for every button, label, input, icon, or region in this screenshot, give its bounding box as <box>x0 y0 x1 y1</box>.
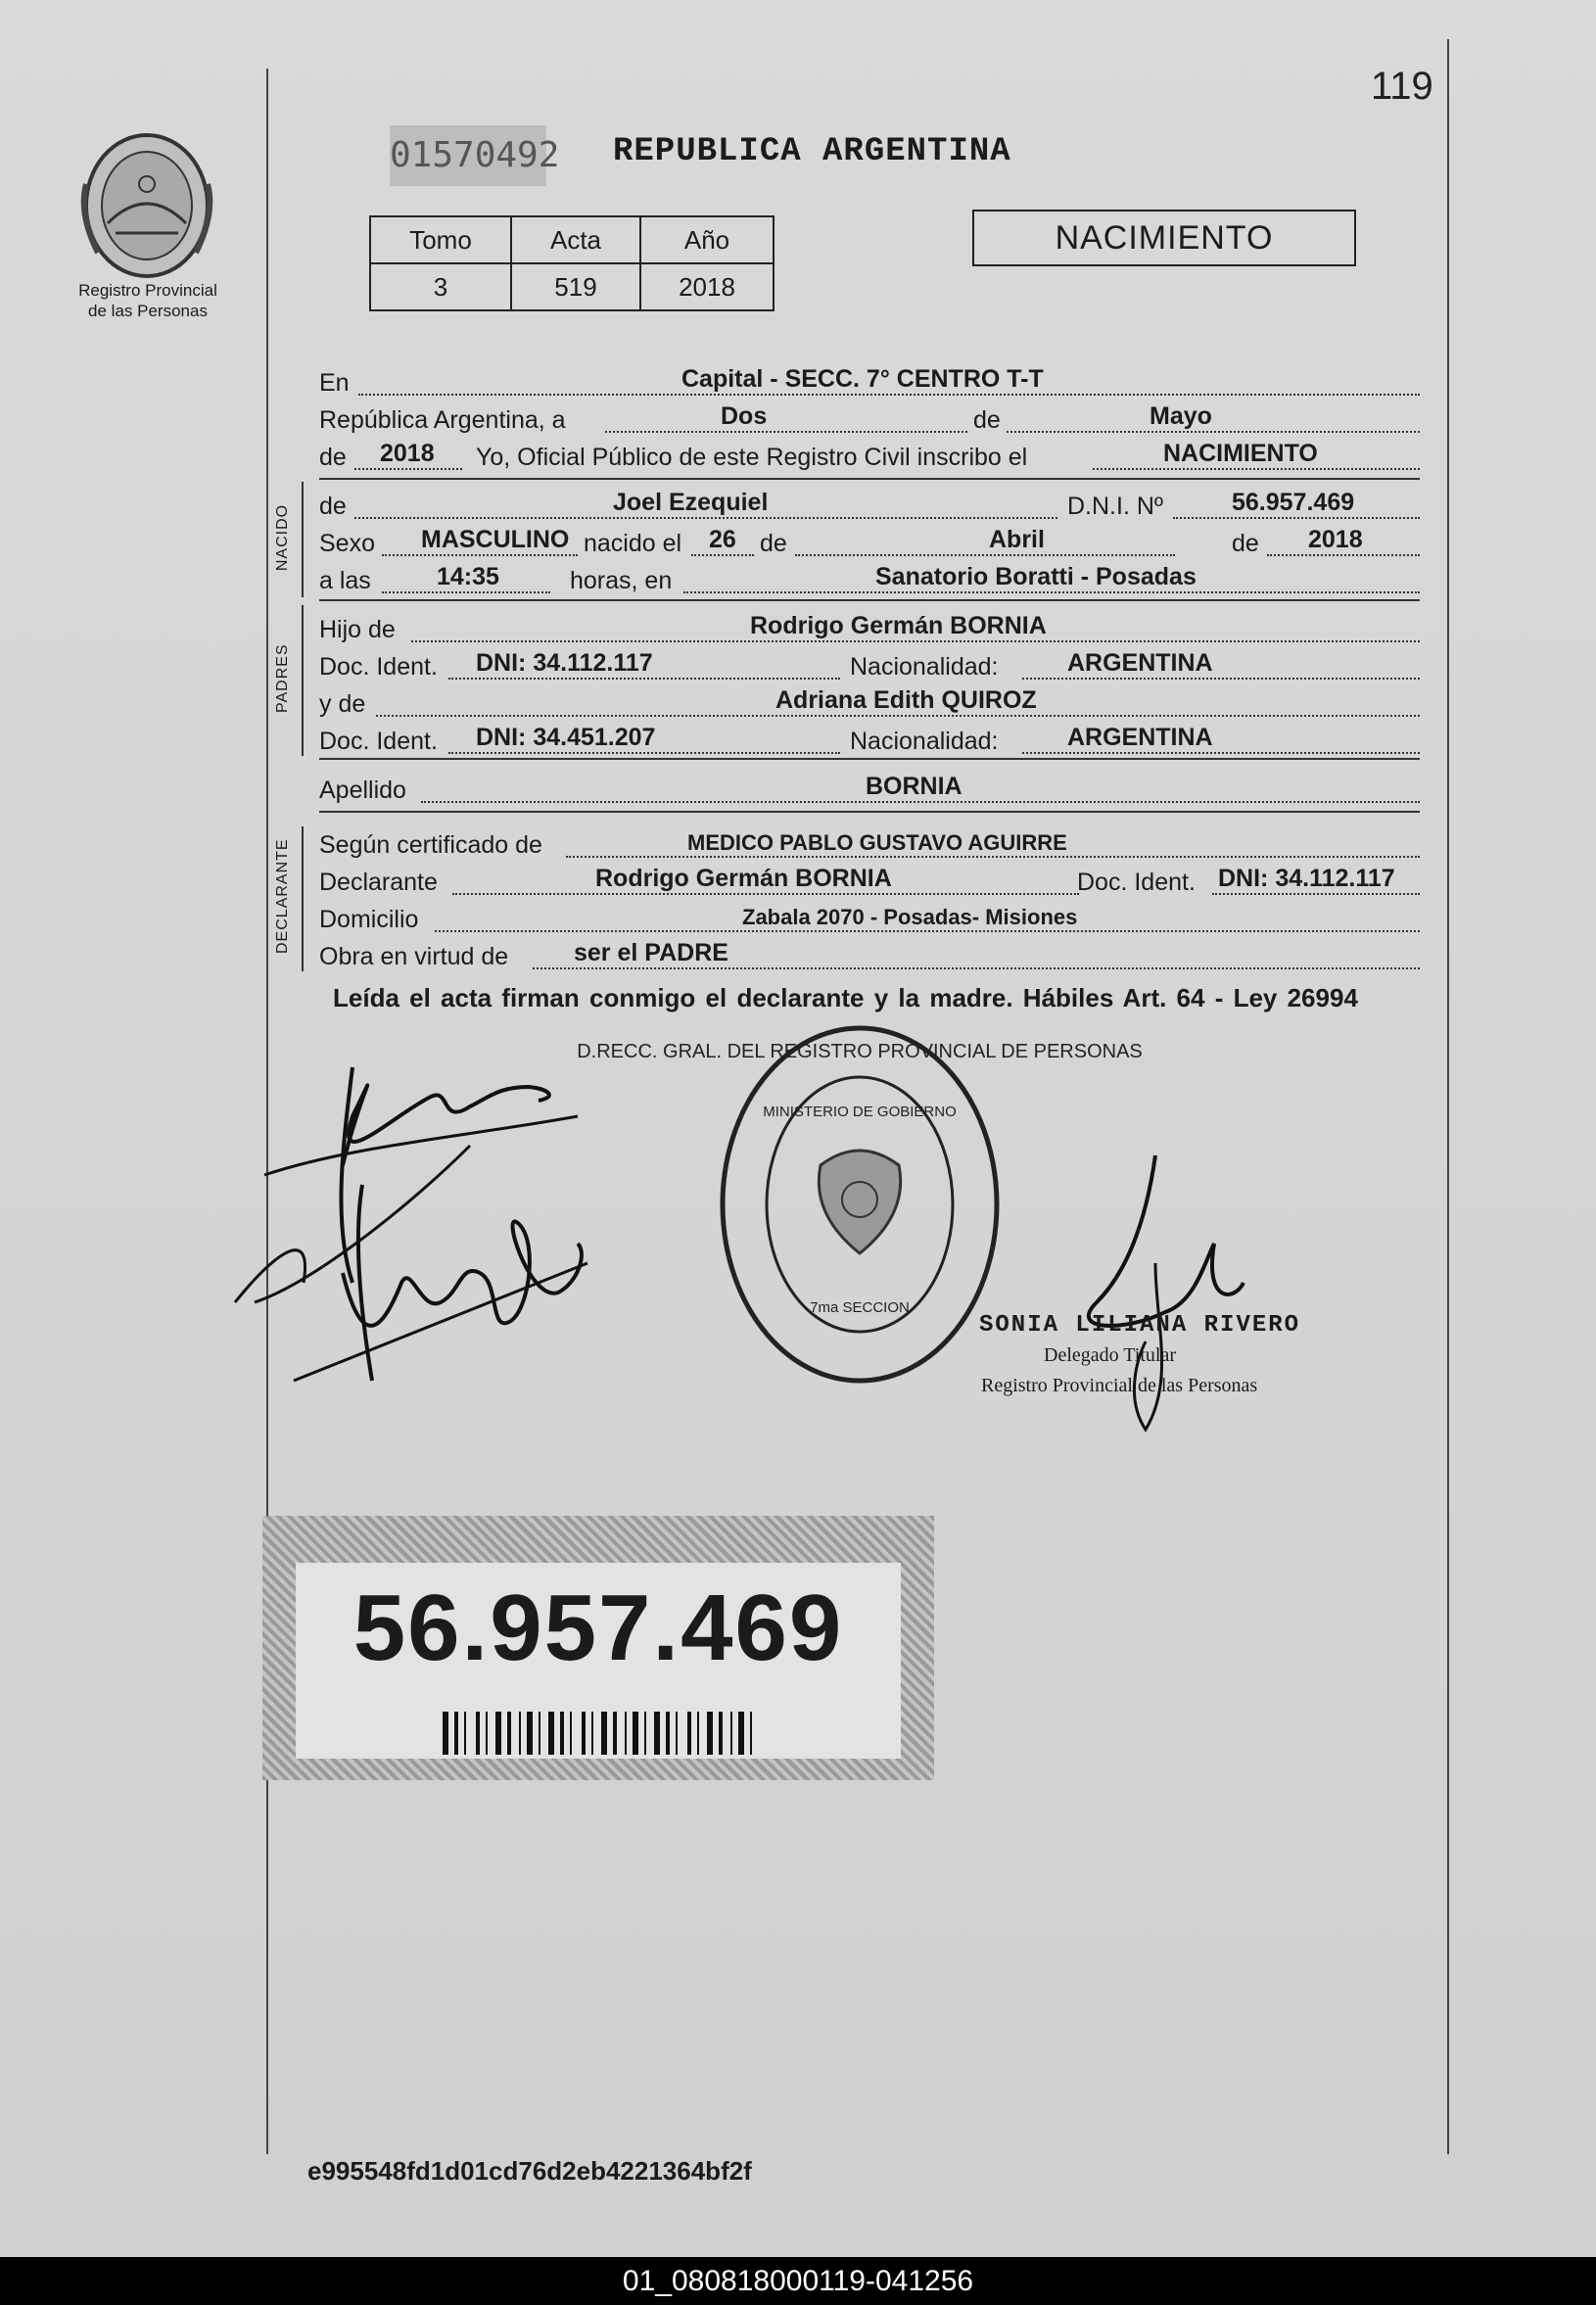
row-declarante <box>319 862 1420 899</box>
value-acta: 519 <box>511 263 640 310</box>
row-obra <box>319 936 1420 973</box>
value-nac-dia: 26 <box>709 526 736 553</box>
dni-label-inner <box>296 1563 901 1759</box>
nacido-bracket <box>302 482 313 597</box>
row-inscribo <box>319 437 1420 474</box>
value-sexo: MASCULINO <box>421 526 570 553</box>
separator <box>319 599 1420 601</box>
value-declarante: Rodrigo Germán BORNIA <box>595 865 892 892</box>
row-fecha <box>319 400 1420 437</box>
signer-org: Registro Provincial de las Personas <box>981 1375 1258 1396</box>
province-seal-logo <box>69 125 225 282</box>
record-type-box: NACIMIENTO <box>972 210 1356 266</box>
label-doc-ident2: Doc. Ident. <box>319 728 438 755</box>
row-sexo <box>319 523 1420 560</box>
row-en <box>319 362 1420 400</box>
value-nac-mes: Abril <box>989 526 1045 553</box>
section-nacido: NACIDO <box>274 503 291 572</box>
value-anio: 2018 <box>640 263 774 310</box>
value-lugar-nac: Sanatorio Boratti - Posadas <box>875 563 1197 590</box>
row-madre-doc <box>319 721 1420 758</box>
label-domicilio: Domicilio <box>319 906 419 933</box>
logo-caption-line2: de las Personas <box>88 302 208 320</box>
header-tomo: Tomo <box>370 216 511 263</box>
signer-title: Delegado Titular <box>1044 1344 1176 1366</box>
row-apellido <box>319 770 1420 807</box>
seal-inner-text: MINISTERIO DE GOBIERNO <box>763 1104 957 1120</box>
header-acta: Acta <box>511 216 640 263</box>
row-padre <box>319 609 1420 646</box>
value-hora: 14:35 <box>437 563 499 590</box>
value-domicilio: Zabala 2070 - Posadas- Misiones <box>742 905 1078 929</box>
value-dia: Dos <box>721 402 768 430</box>
row-padre-doc <box>319 646 1420 683</box>
barcode-icon <box>443 1712 756 1755</box>
separator <box>319 758 1420 760</box>
value-padre-doc: DNI: 34.112.117 <box>476 649 653 677</box>
value-nombre: Joel Ezequiel <box>613 489 769 516</box>
right-margin-line <box>1447 39 1449 2154</box>
value-certificado: MEDICO PABLO GUSTAVO AGUIRRE <box>687 830 1067 855</box>
value-lugar: Capital - SECC. 7° CENTRO T-T <box>681 365 1044 393</box>
row-hora <box>319 560 1420 597</box>
document-title: REPUBLICA ARGENTINA <box>613 133 1011 170</box>
label-obra: Obra en virtud de <box>319 943 509 970</box>
value-nac-anio: 2018 <box>1308 526 1363 553</box>
value-anio: 2018 <box>380 440 435 467</box>
dni-label-number: 56.957.469 <box>352 1576 844 1680</box>
declarante-bracket <box>302 826 313 971</box>
footer-id: 01_080818000119-041256 <box>0 2257 1596 2305</box>
record-table <box>369 215 775 311</box>
label-doc-ident: Doc. Ident. <box>319 653 438 681</box>
document-hash: e995548fd1d01cd76d2eb4221364bf2f <box>307 2156 752 2186</box>
value-madre-doc: DNI: 34.451.207 <box>476 724 656 751</box>
value-tipo: NACIMIENTO <box>1163 440 1318 467</box>
label-nacionalidad: Nacionalidad: <box>850 653 999 681</box>
signer-name: SONIA LILIANA RIVERO <box>979 1312 1301 1339</box>
padres-bracket <box>302 605 313 756</box>
logo-caption-line1: Registro Provincial <box>78 281 217 300</box>
label-hijo-de: Hijo de <box>319 616 396 643</box>
value-mes: Mayo <box>1150 402 1212 430</box>
serial-number: 01570492 <box>390 125 546 186</box>
label-de4: de <box>1232 530 1259 557</box>
label-nacido-el: nacido el <box>584 530 682 557</box>
value-padre-nac: ARGENTINA <box>1067 649 1213 677</box>
row-madre <box>319 683 1420 721</box>
label-nacionalidad2: Nacionalidad: <box>850 728 999 755</box>
value-obra: ser el PADRE <box>574 939 728 966</box>
value-madre-nac: ARGENTINA <box>1067 724 1213 751</box>
label-apellido: Apellido <box>319 776 406 804</box>
seal-bottom-text: 7ma SECCION <box>810 1299 910 1316</box>
value-dni: 56.957.469 <box>1232 489 1355 516</box>
dni-number-label <box>262 1516 934 1780</box>
separator <box>319 811 1420 813</box>
label-declarante: Declarante <box>319 869 438 896</box>
closing-text: Leída el acta firman conmigo el declarante y la madre. Hábiles Art. 64 - Ley 26994 <box>333 983 1358 1012</box>
label-segun: Según certificado de <box>319 831 542 859</box>
header-anio: Año <box>640 216 774 263</box>
value-apellido: BORNIA <box>866 773 962 800</box>
value-declarante-doc: DNI: 34.112.117 <box>1218 865 1395 892</box>
label-y-de: y de <box>319 690 366 718</box>
logo-caption <box>61 280 235 321</box>
value-padre: Rodrigo Germán BORNIA <box>750 612 1047 639</box>
section-padres: PADRES <box>274 643 291 713</box>
label-republica: República Argentina, a <box>319 406 566 434</box>
row-domicilio <box>319 899 1420 936</box>
label-de-name: de <box>319 493 347 520</box>
row-nombre <box>319 486 1420 523</box>
label-doc-ident3: Doc. Ident. <box>1077 869 1196 896</box>
row-certificado <box>319 824 1420 862</box>
label-de: de <box>973 406 1001 434</box>
label-de2: de <box>319 444 347 471</box>
label-en: En <box>319 369 350 397</box>
label-a-las: a las <box>319 567 371 594</box>
label-de3: de <box>760 530 787 557</box>
value-tomo: 3 <box>370 263 511 310</box>
separator <box>319 478 1420 480</box>
seal-ring-text: D.RECC. GRAL. DEL REGISTRO PROVINCIAL DE PERSONAS <box>577 1041 1143 1062</box>
handwritten-signature-madre <box>294 1165 607 1400</box>
label-yo: Yo, Oficial Público de este Registro Civil inscribo el <box>476 444 1028 471</box>
value-madre: Adriana Edith QUIROZ <box>775 686 1037 714</box>
page-number: 119 <box>1371 65 1433 108</box>
label-horas-en: horas, en <box>570 567 673 594</box>
label-dni: D.N.I. Nº <box>1067 493 1164 520</box>
label-sexo: Sexo <box>319 530 375 557</box>
section-declarante: DECLARANTE <box>274 838 291 954</box>
